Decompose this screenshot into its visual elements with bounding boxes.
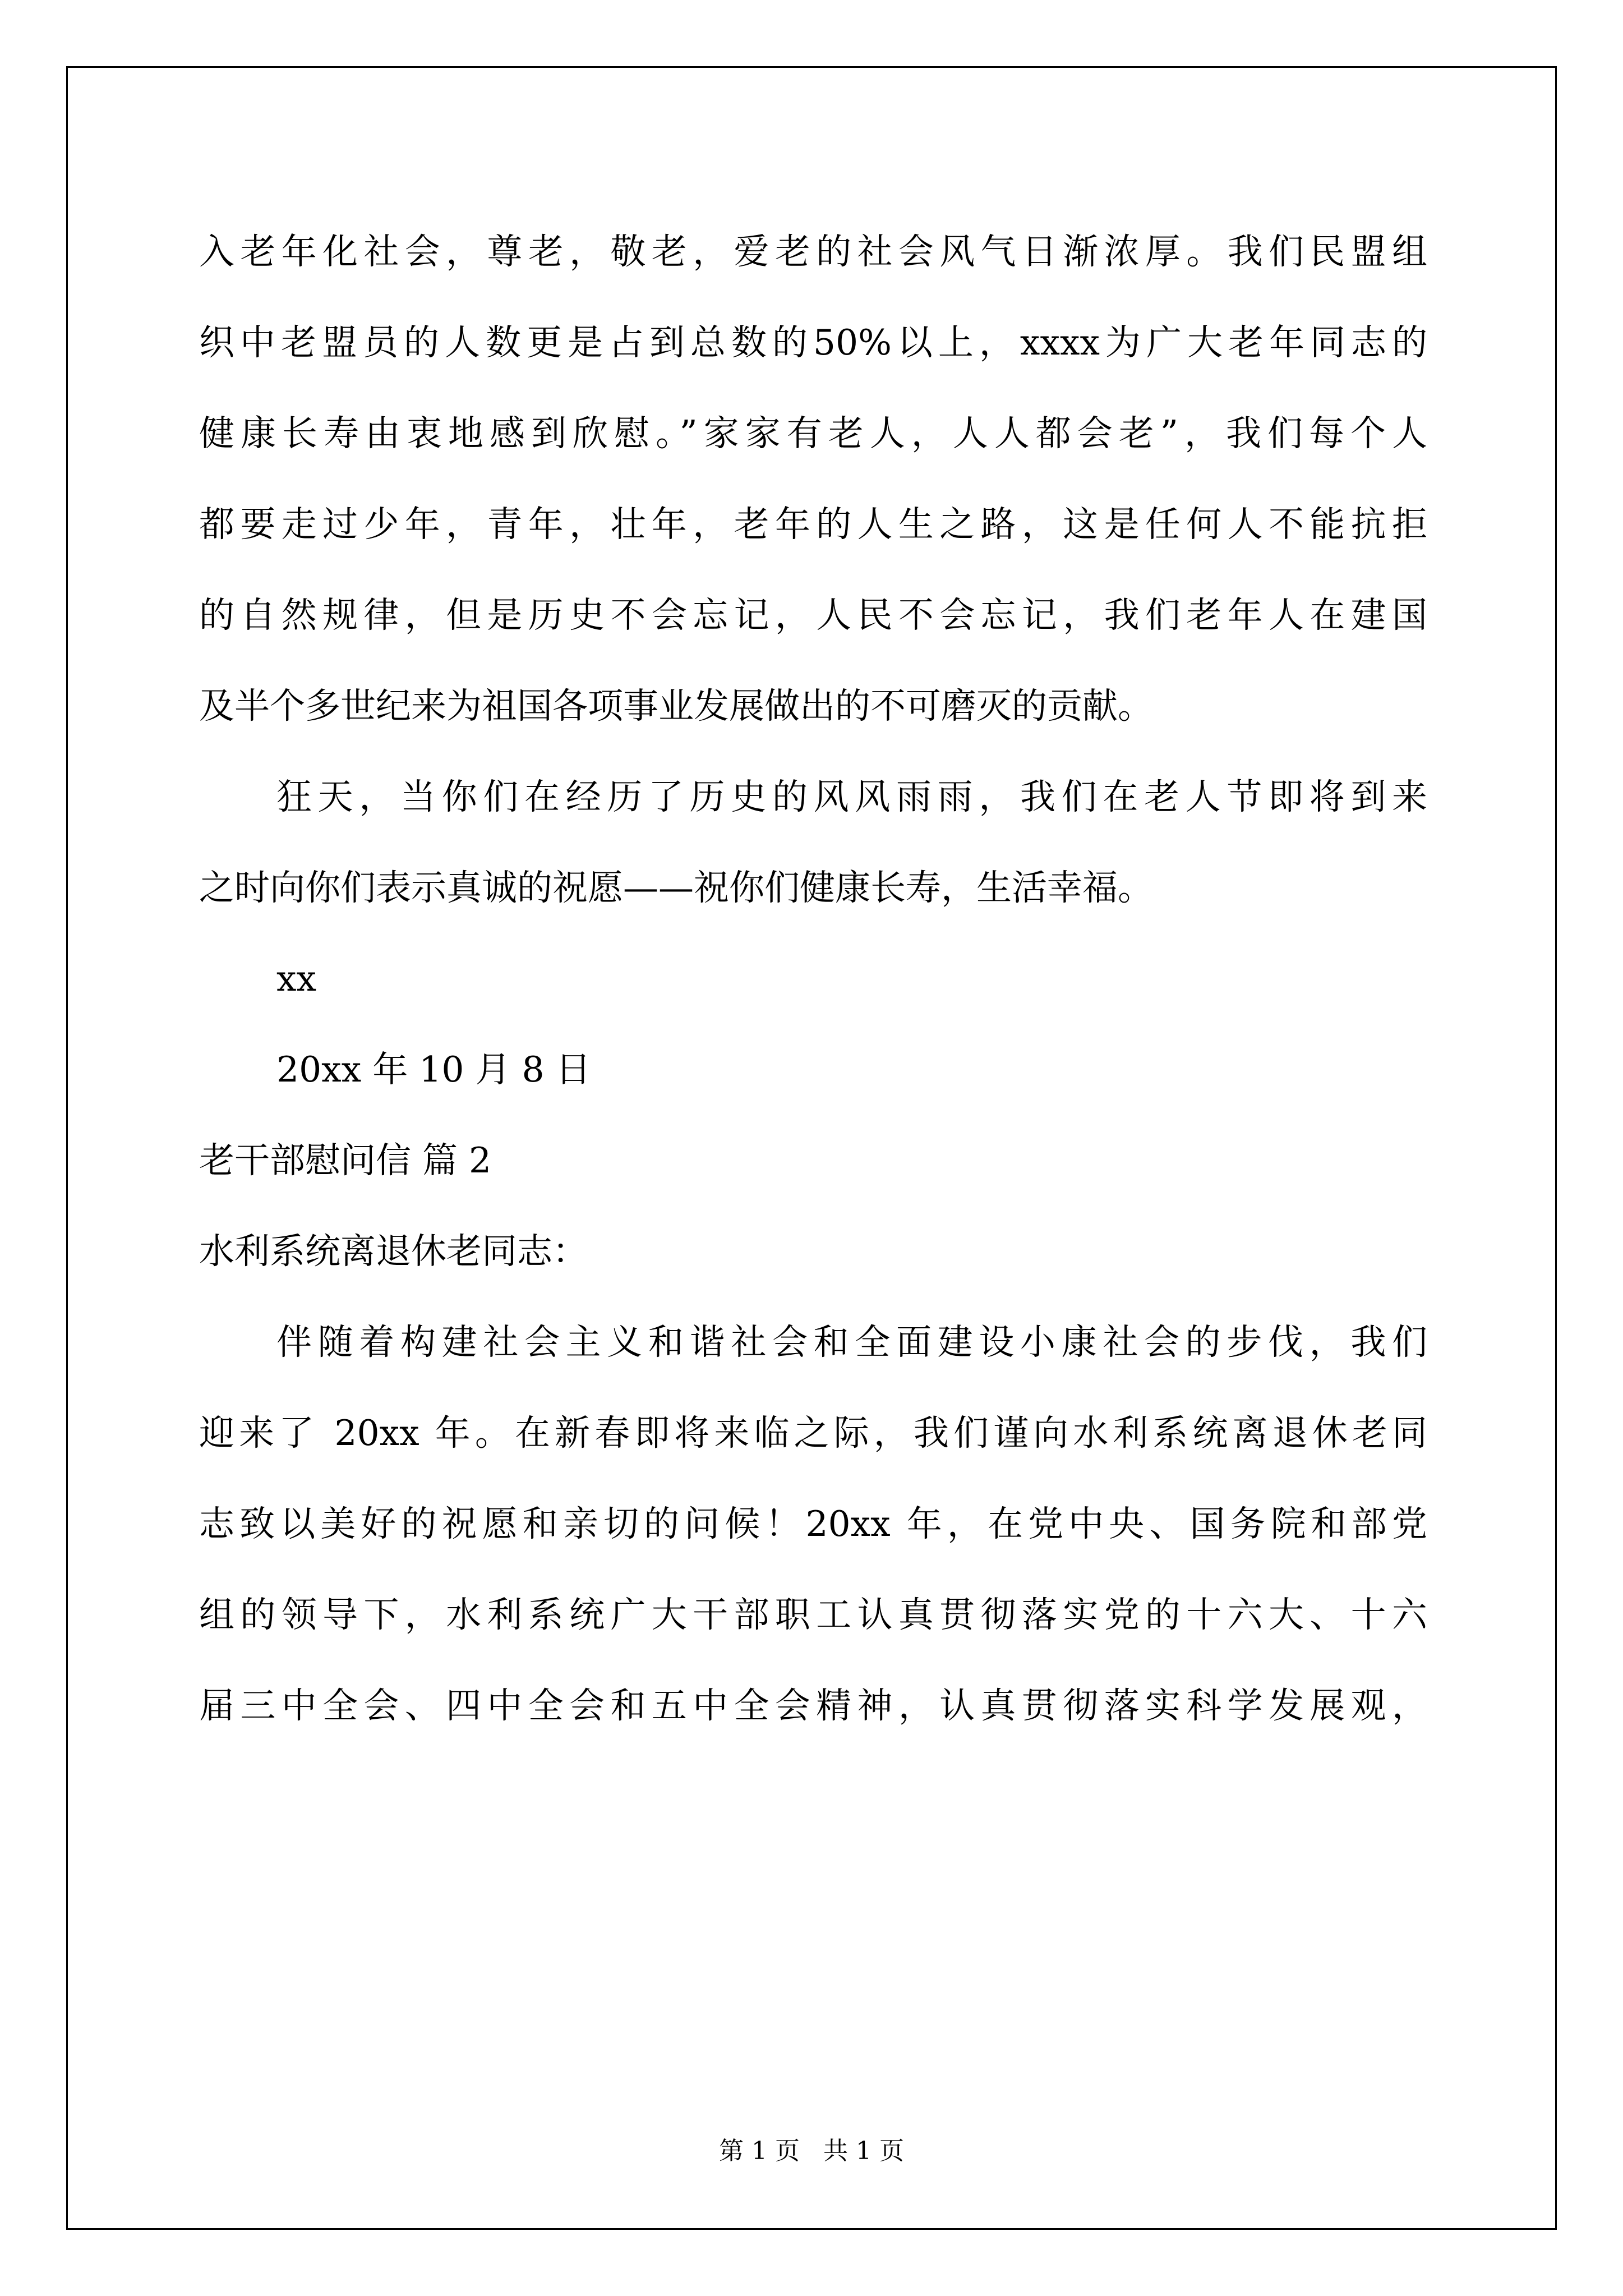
text-line: 迎来了 20xx 年。在新春即将来临之际，我们谨向水利系统离退休老同 [199, 1412, 1427, 1453]
text-line: 志致以美好的祝愿和亲切的问候！20xx 年，在党中央、国务院和部党 [199, 1503, 1427, 1544]
text-line: 届三中全会、四中全会和五中全会精神，认真贯彻落实科学发展观， [199, 1685, 1427, 1726]
paragraph-1 [199, 206, 1427, 752]
paragraph-3 [199, 1297, 1427, 1751]
page-number-footer: 第 1 页 共 1 页 [719, 2137, 904, 2165]
document-body [199, 206, 1427, 1751]
text-line: 健康长寿由衷地感到欣慰。”家家有老人，人人都会老”，我们每个人 [199, 413, 1427, 454]
text-line: 都要走过少年，青年，壮年，老年的人生之路，这是任何人不能抗拒 [199, 504, 1427, 545]
text-line: 的自然规律，但是历史不会忘记，人民不会忘记，我们老年人在建国 [199, 595, 1427, 636]
text-line: 入老年化社会，尊老，敬老，爱老的社会风气日渐浓厚。我们民盟组 [199, 231, 1427, 272]
salutation: 水利系统离退休老同志： [199, 1231, 588, 1272]
text-line: 伴随着构建社会主义和谐社会和全面建设小康社会的步伐，我们 [276, 1322, 1427, 1363]
text-line: 之时向你们表示真诚的祝愿——祝你们健康长寿，生活幸福。 [199, 867, 1153, 908]
section-heading: 老干部慰问信 篇 2 [199, 1140, 492, 1181]
text-line: 及半个多世纪来为祖国各项事业发展做出的不可磨灭的贡献。 [199, 685, 1153, 726]
text-line: 织中老盟员的人数更是占到总数的50%以上，xxxx为广大老年同志的 [199, 322, 1427, 363]
text-line: 组的领导下，水利系统广大干部职工认真贯彻落实党的十六大、十六 [199, 1594, 1427, 1635]
paragraph-2 [199, 752, 1427, 933]
text-line: 狂天，当你们在经历了历史的风风雨雨，我们在老人节即将到来 [276, 776, 1427, 817]
signature: xx [276, 958, 317, 999]
letter-date: 20xx 年 10 月 8 日 [276, 1049, 591, 1090]
